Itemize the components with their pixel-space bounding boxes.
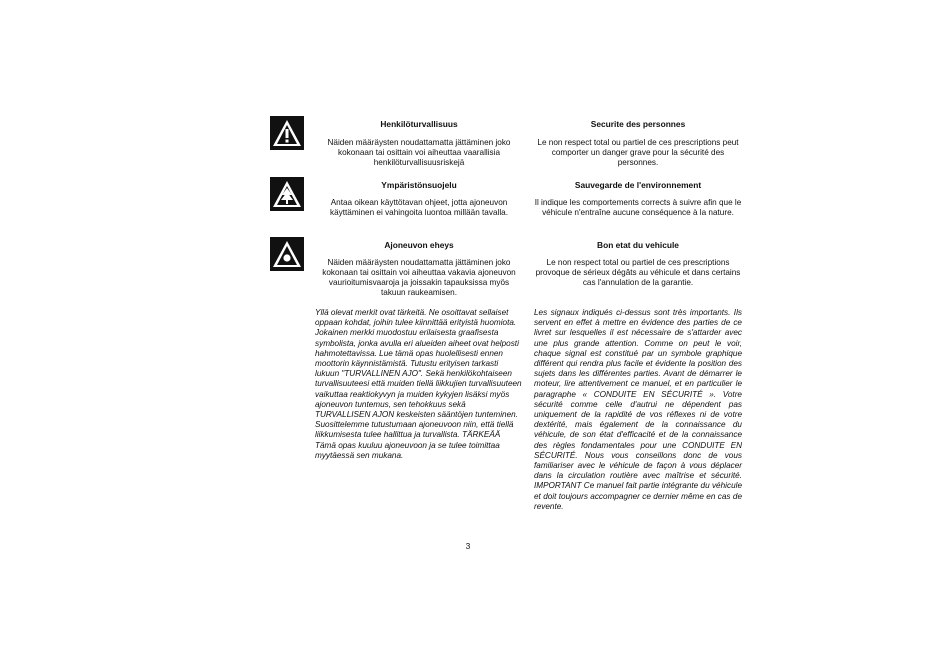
- section-text-fr: Le non respect total ou partiel de ces prescriptions peut comporter un danger grave pour la sécurité des personnes.: [537, 138, 739, 167]
- warning-triangle-exclamation-icon: [270, 116, 304, 150]
- section-text-fr: Le non respect total ou partiel de ces prescriptions provoque de sérieux dégâts au véhicule et dans certains cas l'annulation de la garantie.: [535, 258, 741, 287]
- section-heading-fr: Securite des personnes: [590, 119, 686, 129]
- intro-paragraph-fi: Yllä olevat merkit ovat tärkeitä. Ne osoittavat sellaiset oppaan kohdat, joihin tulee kiinnittää erityistä huomiota. Jokainen merkki muodostuu erilaisesta graafisesta symbolista, jonka avulla eri alueiden aiheet ovat helposti hahmotettavissa. Lue tämä opas huolellisesti ennen moottorin käynnistämistä. Tutustu erityisen tarkasti lukuun "TURVALLINEN AJO". Sekä henkilökohtaiseen turvallisuuteesi että muiden tiellä liikkujien turvallisuuteen vaikuttaa reaktiokyvyn ja muiden kykyjen lisäksi myös ajoneuvon tuntemus, sen tehokkuus sekä TURVALLISEN AJON keskeisten sääntöjen tunteminen. Suosittelemme tutustumaan ajoneuvoon niin, että tiellä liikkumisesta tulee hallittua ja turvallista. TÄRKEÄÄ Tämä opas kuuluu ajoneuvoon ja se tulee toimittaa myytäessä sen mukana.: [315, 308, 522, 460]
- section-heading-fi: Henkilöturvallisuus: [380, 119, 458, 129]
- environment-tree-icon: [270, 177, 304, 211]
- section-heading-fr: Bon etat du vehicule: [597, 240, 679, 250]
- page-number: 3: [465, 541, 471, 551]
- section-text-fi: Näiden määräysten noudattamatta jättäminen joko kokonaan tai osittain voi aiheuttaa vaarallisia henkilöturvallisuusriskejä: [327, 138, 511, 167]
- vehicle-integrity-triangle-dot-icon: [270, 237, 304, 271]
- intro-paragraph-fr: Les signaux indiqués ci-dessus sont très importants. Ils servent en effet à mettre en évidence des parties de ce livret sur lesquelles il est nécessaire de s'attarder avec une plus grande attention. Comme on peut le voir, chaque signal est constitué par un symbole graphique différent qui rendra plus facile et évidente la position des sujets dans les différentes parties. Avant de démarrer le moteur, lire attentivement ce manuel, et en particulier le paragraphe « CONDUITE EN SÉCURITÉ ». Votre sécurité comme celle d'autrui ne dépendent pas uniquement de la rapidité de vos réflexes ni de votre dextérité, mais également de la connaissance du véhicule, de son état d'efficacité et de la connaissance des règles fondamentales pour une CONDUITE EN SÉCURITÉ. Nous vous conseillons donc de vous familiariser avec le véhicule de façon à vous déplacer dans la circulation routière avec maîtrise et sécurité. IMPORTANT Ce manuel fait partie intégrante du véhicule et doit toujours accompagner ce dernier même en cas de revente.: [534, 308, 742, 511]
- section-text-fi: Antaa oikean käyttötavan ohjeet, jotta ajoneuvon käyttäminen ei vahingoita luontoa millään tavalla.: [330, 198, 508, 217]
- section-heading-fi: Ajoneuvon eheys: [384, 240, 454, 250]
- section-heading-fi: Ympäristönsuojelu: [381, 180, 457, 190]
- section-heading-fr: Sauvegarde de l'environnement: [574, 180, 702, 190]
- section-text-fr: Il indique les comportements corrects à suivre afin que le véhicule n'entraîne aucune conséquence à la nature.: [534, 198, 742, 217]
- section-text-fi: Näiden määräysten noudattamatta jättäminen joko kokonaan tai osittain voi aiheuttaa vakavia ajoneuvon vaurioitumisvaaroja ja joissakin tapauksissa myös takuun raukeamisen.: [322, 258, 516, 297]
